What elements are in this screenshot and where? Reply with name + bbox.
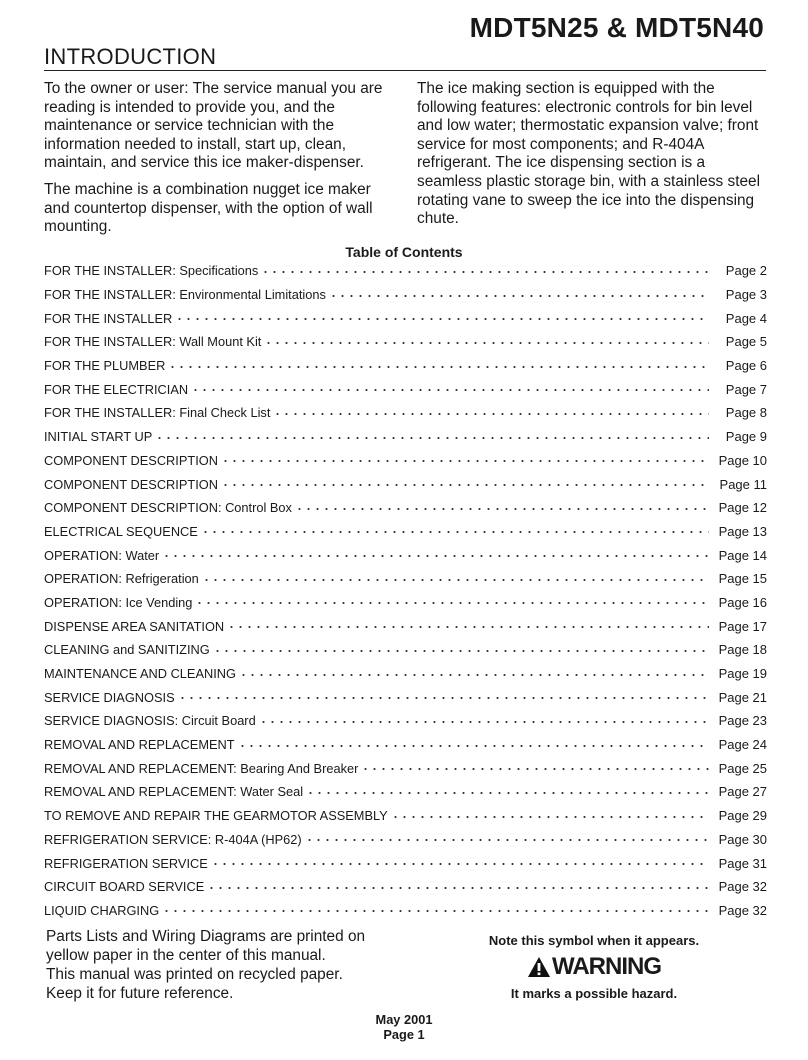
toc-entry-label: FOR THE INSTALLER: Specifications <box>44 263 259 279</box>
toc-entry <box>44 520 767 544</box>
toc-entry-label: FOR THE ELECTRICIAN <box>44 381 189 397</box>
toc-entry-label: COMPONENT DESCRIPTION <box>44 476 218 492</box>
toc-entry-label: COMPONENT DESCRIPTION <box>44 452 218 468</box>
toc-entry <box>44 543 767 567</box>
toc-leader-dots <box>239 674 709 676</box>
toc-entry <box>44 828 767 852</box>
toc-entry-label: REMOVAL AND REPLACEMENT: Water Seal <box>44 784 304 800</box>
toc-entry <box>44 780 767 804</box>
toc-entry-label: TO REMOVE AND REPAIR THE GEARMOTOR ASSEMBLY <box>44 808 388 824</box>
toc-entry <box>44 377 767 401</box>
toc-entry <box>44 662 767 686</box>
intro-paragraph: The machine is a combination nugget ice maker and countertop dispenser, with the option of wall mounting. <box>44 180 373 236</box>
footer-date: May 2001 <box>375 1012 433 1027</box>
toc-entry <box>44 567 767 591</box>
toc-entry <box>44 709 767 733</box>
toc-entry-label: LIQUID CHARGING <box>44 902 160 918</box>
toc-leader-dots <box>162 555 709 557</box>
toc-entry <box>44 685 767 709</box>
toc-leader-dots <box>155 437 709 439</box>
toc-entry <box>44 496 767 520</box>
toc-title: Table of Contents <box>345 244 463 260</box>
toc-entry-label: REMOVAL AND REPLACEMENT <box>44 737 235 753</box>
toc-entry-label: DISPENSE AREA SANITATION <box>44 618 225 634</box>
toc-leader-dots <box>361 768 709 770</box>
toc-entry-label: FOR THE INSTALLER: Wall Mount Kit <box>44 334 262 350</box>
toc-entry-page: Page 30 <box>718 831 767 847</box>
toc-entry <box>44 638 767 662</box>
toc-leader-dots <box>227 626 709 628</box>
toc-leader-dots <box>207 887 709 889</box>
toc-entry <box>44 733 767 757</box>
toc-entry-page: Page 32 <box>718 902 767 918</box>
toc-entry-page: Page 4 <box>725 310 767 326</box>
notes <box>46 928 406 1004</box>
toc-leader-dots <box>191 389 709 391</box>
toc-leader-dots <box>211 863 709 865</box>
note-line: Keep it for future reference. <box>46 985 234 1002</box>
warning-symbol <box>470 953 718 981</box>
toc-leader-dots <box>264 342 709 344</box>
note-line: Parts Lists and Wiring Diagrams are printed on <box>46 928 366 945</box>
toc-entry-page: Page 12 <box>718 500 767 516</box>
toc-leader-dots <box>202 579 709 581</box>
toc-entry <box>44 259 767 283</box>
toc-entry-page: Page 5 <box>725 334 767 350</box>
toc-entry-page: Page 18 <box>718 642 767 658</box>
toc-entry-label: FOR THE INSTALLER <box>44 310 173 326</box>
toc-entry-label: REFRIGERATION SERVICE <box>44 855 208 871</box>
warning-word: WARNING <box>552 953 661 980</box>
toc-entry-page: Page 3 <box>725 287 767 303</box>
toc-entry-label: SERVICE DIAGNOSIS: Circuit Board <box>44 713 256 729</box>
toc-entry-page: Page 7 <box>725 381 767 397</box>
toc-entry-label: FOR THE PLUMBER <box>44 358 166 374</box>
toc-entry-page: Page 21 <box>718 689 767 705</box>
toc-leader-dots <box>305 839 709 841</box>
toc-entry-page: Page 19 <box>718 666 767 682</box>
toc-entry <box>44 425 767 449</box>
intro-paragraph: The ice making section is equipped with the following features: electronic controls for bin level and low water; thermostatic expansion valve; front service for most components; and R-404A refrigerant. The ice dispensing section is a seamless plastic storage bin, with a stainless steel rotating vane to sweep the ice into the dispensing chute. <box>417 80 761 228</box>
toc-entry-page: Page 10 <box>718 452 767 468</box>
toc-entry <box>44 875 767 899</box>
toc-entry-page: Page 14 <box>718 547 767 563</box>
toc-entry <box>44 899 767 923</box>
note-line: This manual was printed on recycled paper. <box>46 966 343 983</box>
toc-leader-dots <box>168 366 709 368</box>
toc-entry <box>44 472 767 496</box>
toc-entry-page: Page 32 <box>718 879 767 895</box>
toc-entry-label: CIRCUIT BOARD SERVICE <box>44 879 205 895</box>
toc-entry-label: INITIAL START UP <box>44 429 153 445</box>
toc-entry <box>44 804 767 828</box>
toc-entry <box>44 851 767 875</box>
intro-left-column <box>44 80 396 245</box>
toc-leader-dots <box>329 295 709 297</box>
toc-entry-page: Page 11 <box>719 476 767 492</box>
toc-entry <box>44 591 767 615</box>
toc-leader-dots <box>195 602 709 604</box>
toc-entry-page: Page 29 <box>718 808 767 824</box>
toc-entry <box>44 401 767 425</box>
note-line: yellow paper in the center of this manual. <box>46 947 326 964</box>
toc-entry-label: FOR THE INSTALLER: Final Check List <box>44 405 271 421</box>
toc-leader-dots <box>273 413 709 415</box>
toc-leader-dots <box>238 745 709 747</box>
toc-entry-label: FOR THE INSTALLER: Environmental Limitations <box>44 287 326 303</box>
model-title: MDT5N25 & MDT5N40 <box>469 12 764 43</box>
warning-hazard-text: It marks a possible hazard. <box>510 986 678 1001</box>
toc-entry-label: REFRIGERATION SERVICE: R-404A (HP62) <box>44 831 302 847</box>
toc-entry-page: Page 17 <box>718 618 767 634</box>
toc-entry-page: Page 13 <box>718 523 767 539</box>
table-of-contents <box>44 259 767 922</box>
toc-entry-label: CLEANING and SANITIZING <box>44 642 210 658</box>
warning-note: Note this symbol when it appears. <box>488 933 700 948</box>
toc-entry-page: Page 9 <box>725 429 767 445</box>
toc-entry-page: Page 31 <box>718 855 767 871</box>
toc-entry-label: MAINTENANCE AND CLEANING <box>44 666 236 682</box>
toc-entry-page: Page 25 <box>718 760 767 776</box>
toc-entry-page: Page 23 <box>718 713 767 729</box>
toc-leader-dots <box>306 792 709 794</box>
toc-entry <box>44 354 767 378</box>
toc-entry-label: SERVICE DIAGNOSIS <box>44 689 175 705</box>
toc-entry-label: OPERATION: Water <box>44 547 160 563</box>
toc-leader-dots <box>162 910 709 912</box>
footer-page-number: Page 1 <box>383 1027 425 1042</box>
toc-leader-dots <box>201 531 709 533</box>
toc-entry-page: Page 15 <box>718 571 767 587</box>
toc-entry <box>44 449 767 473</box>
toc-entry-page: Page 16 <box>718 594 767 610</box>
toc-entry-page: Page 24 <box>718 737 767 753</box>
toc-entry <box>44 306 767 330</box>
intro-paragraph: To the owner or user: The service manual you are reading is intended to provide you, and the maintenance or service technician with the information needed to install, start up, clean, maintain, and service this ice maker-dispenser. <box>44 80 383 172</box>
footer <box>0 1012 808 1042</box>
toc-leader-dots <box>221 484 709 486</box>
toc-entry-label: COMPONENT DESCRIPTION: Control Box <box>44 500 292 516</box>
toc-entry-page: Page 27 <box>718 784 767 800</box>
toc-entry <box>44 756 767 780</box>
toc-leader-dots <box>261 271 709 273</box>
toc-entry-label: ELECTRICAL SEQUENCE <box>44 523 198 539</box>
toc-entry <box>44 614 767 638</box>
toc-entry-page: Page 2 <box>725 263 767 279</box>
toc-entry <box>44 330 767 354</box>
toc-leader-dots <box>295 508 709 510</box>
section-heading: INTRODUCTION <box>44 44 217 69</box>
intro-right-column <box>417 80 767 237</box>
toc-leader-dots <box>213 650 709 652</box>
toc-entry-label: OPERATION: Refrigeration <box>44 571 199 587</box>
toc-leader-dots <box>391 816 709 818</box>
toc-entry-page: Page 8 <box>725 405 767 421</box>
toc-leader-dots <box>221 460 709 462</box>
toc-leader-dots <box>259 721 709 723</box>
warning-triangle-icon <box>527 956 551 978</box>
toc-entry-label: REMOVAL AND REPLACEMENT: Bearing And Breaker <box>44 760 359 776</box>
toc-leader-dots <box>178 697 709 699</box>
toc-entry-page: Page 6 <box>725 358 767 374</box>
toc-entry <box>44 283 767 307</box>
toc-entry-label: OPERATION: Ice Vending <box>44 594 193 610</box>
toc-leader-dots <box>175 318 709 320</box>
heading-rule <box>44 70 766 71</box>
